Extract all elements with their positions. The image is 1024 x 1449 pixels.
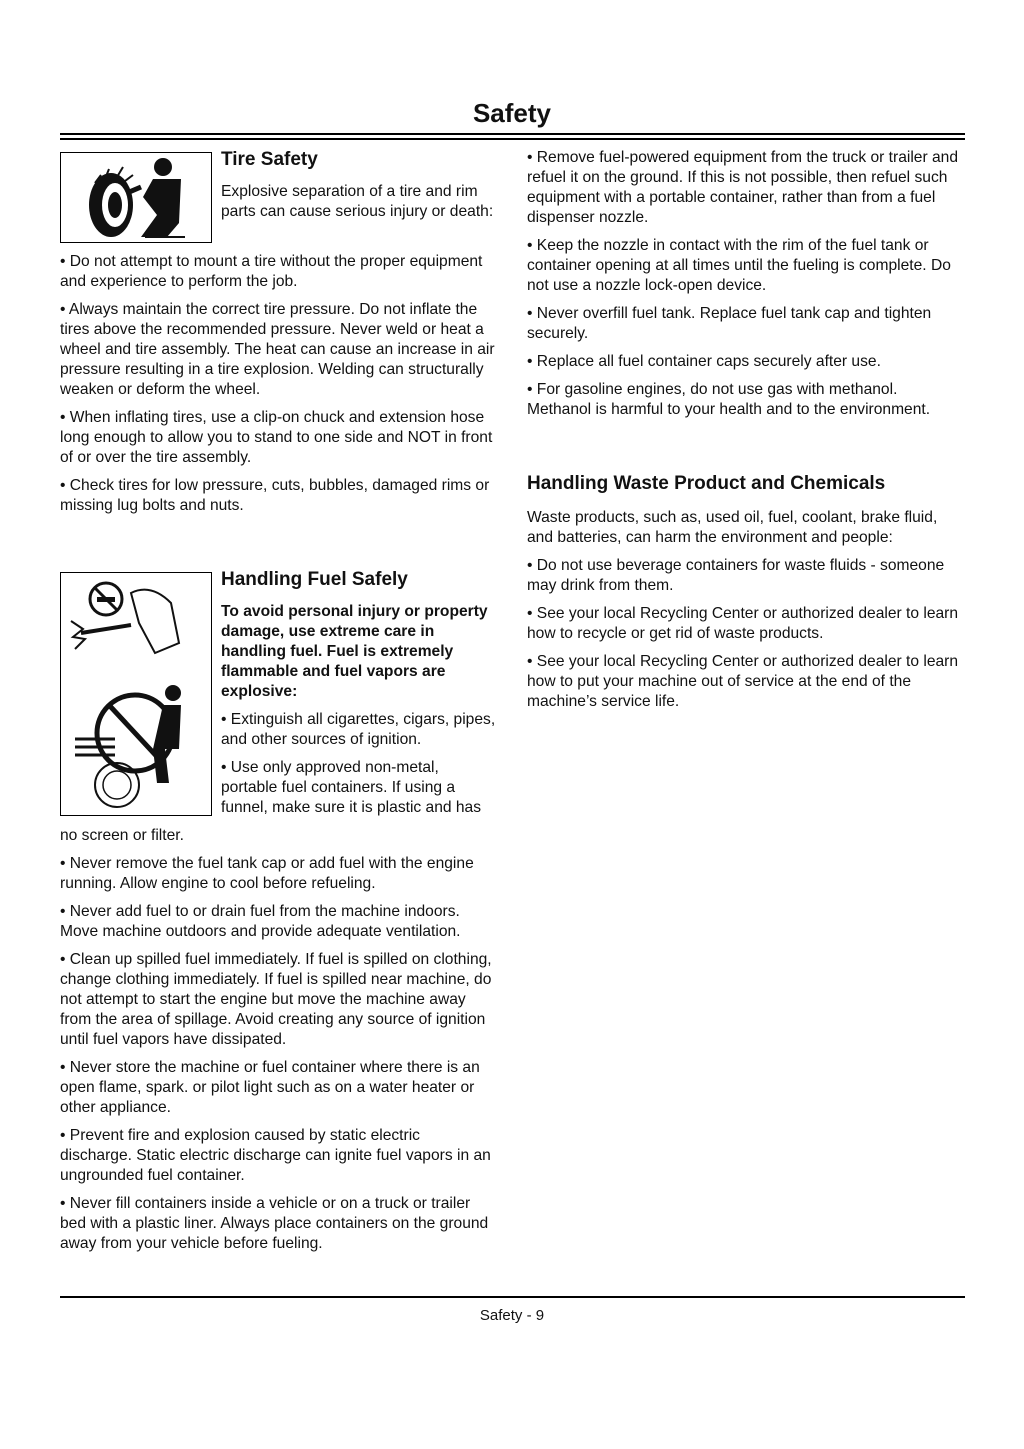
tire-safety-illustration [60, 152, 212, 243]
tire-bullet-3: • When inflating tires, use a clip-on chuck and extension hose long enough to allow you to stand to one side and NOT in front of or over the tire assembly. [60, 409, 493, 466]
waste-section [527, 472, 965, 720]
fuel-right-bullet-3: • Never overfill fuel tank. Replace fuel tank cap and tighten securely. [527, 305, 932, 342]
tire-safety-header [221, 148, 496, 230]
fuel-bullet-4: • Never add fuel to or drain fuel from the machine indoors. Move machine outdoors and provide adequate ventilation. [60, 903, 461, 940]
tire-bullet-2: • Always maintain the correct tire pressure. Do not inflate the tires above the recommended pressure. Never weld or heat a wheel and tire assembly. The heat can cause an increase in air pressure resulting in a tire explosion. Welding can structurally weaken or deform the wheel. [60, 301, 495, 398]
fuel-bullet-7: • Prevent fire and explosion caused by static electric discharge. Static electric discharge can ignite fuel vapors in an ungrounded fuel container. [60, 1127, 491, 1184]
tire-safety-heading: Tire Safety [221, 149, 318, 170]
tire-safety-bullets [60, 252, 496, 524]
tire-explosion-icon [61, 153, 211, 242]
waste-intro: Waste products, such as, used oil, fuel, coolant, brake fluid, and batteries, can harm the environment and people: [527, 509, 938, 546]
tire-bullet-1: • Do not attempt to mount a tire without the proper equipment and experience to perform the job. [60, 253, 483, 290]
waste-bullet-2: • See your local Recycling Center or authorized dealer to learn how to recycle or get rid of waste products. [527, 605, 959, 642]
fuel-right-bullet-2: • Keep the nozzle in contact with the rim of the fuel tank or container opening at all times until the fueling is complete. Do not use a nozzle lock-open device. [527, 237, 951, 294]
footer-rule [60, 1296, 965, 1298]
fuel-bullet-1: • Extinguish all cigarettes, cigars, pipes, and other sources of ignition. [221, 711, 496, 748]
fuel-safety-bullets [60, 826, 496, 1262]
fuel-safety-illustration [60, 572, 212, 816]
fuel-bullet-8: • Never fill containers inside a vehicle or on a truck or trailer bed with a plastic liner. Always place containers on the ground away from your vehicle before fueling. [60, 1195, 489, 1252]
fuel-bullet-5: • Clean up spilled fuel immediately. If fuel is spilled on clothing, change clothing immediately. If fuel is spilled near machine, do not attempt to start the engine but move the machine away from the area of spillage. Avoid creating any source of ignition until fuel vapors have dissipated. [60, 951, 492, 1048]
waste-bullet-1: • Do not use beverage containers for waste fluids - someone may drink from them. [527, 557, 945, 594]
fuel-bullet-2-end: no screen or filter. [60, 827, 184, 844]
fuel-bullet-6: • Never store the machine or fuel container where there is an open flame, spark. or pilot light such as on a water heater or other appliance. [60, 1059, 480, 1116]
fuel-bullet-2: • Use only approved non-metal, portable fuel containers. If using a funnel, make sure it is plastic and has [221, 759, 482, 816]
page-title: Safety [472, 98, 552, 128]
fuel-safety-heading: Handling Fuel Safely [221, 569, 408, 590]
waste-bullet-3: • See your local Recycling Center or authorized dealer to learn how to put your machine out of service at the end of the machine’s service life. [527, 653, 959, 710]
fuel-bullet-3: • Never remove the fuel tank cap or add fuel with the engine running. Allow engine to cool before refueling. [60, 855, 474, 892]
fuel-warning: To avoid personal injury or property damage, use extreme care in handling fuel. Fuel is extremely flammable and fuel vapors are explosive: [221, 603, 488, 700]
tire-safety-intro: Explosive separation of a tire and rim parts can cause serious injury or death: [221, 183, 494, 220]
right-column [527, 148, 965, 428]
header-rule [60, 133, 965, 135]
header-rule-double [60, 138, 965, 140]
fuel-right-bullet-4: • Replace all fuel container caps securely after use. [527, 353, 881, 370]
fuel-safety-header [221, 568, 496, 818]
tire-bullet-4: • Check tires for low pressure, cuts, bubbles, damaged rims or missing lug bolts and nuts. [60, 477, 490, 514]
waste-heading: Handling Waste Product and Chemicals [527, 473, 886, 494]
fuel-right-bullet-5: • For gasoline engines, do not use gas with methanol. Methanol is harmful to your health and to the environment. [527, 381, 931, 418]
no-smoking-fuel-icon [61, 573, 211, 815]
fuel-right-bullet-1: • Remove fuel-powered equipment from the truck or trailer and refuel it on the ground. If this is not possible, then refuel such equipment with a portable container, rather than from a fuel dispenser nozzle. [527, 149, 959, 226]
page-footer: Safety - 9 [479, 1307, 545, 1324]
